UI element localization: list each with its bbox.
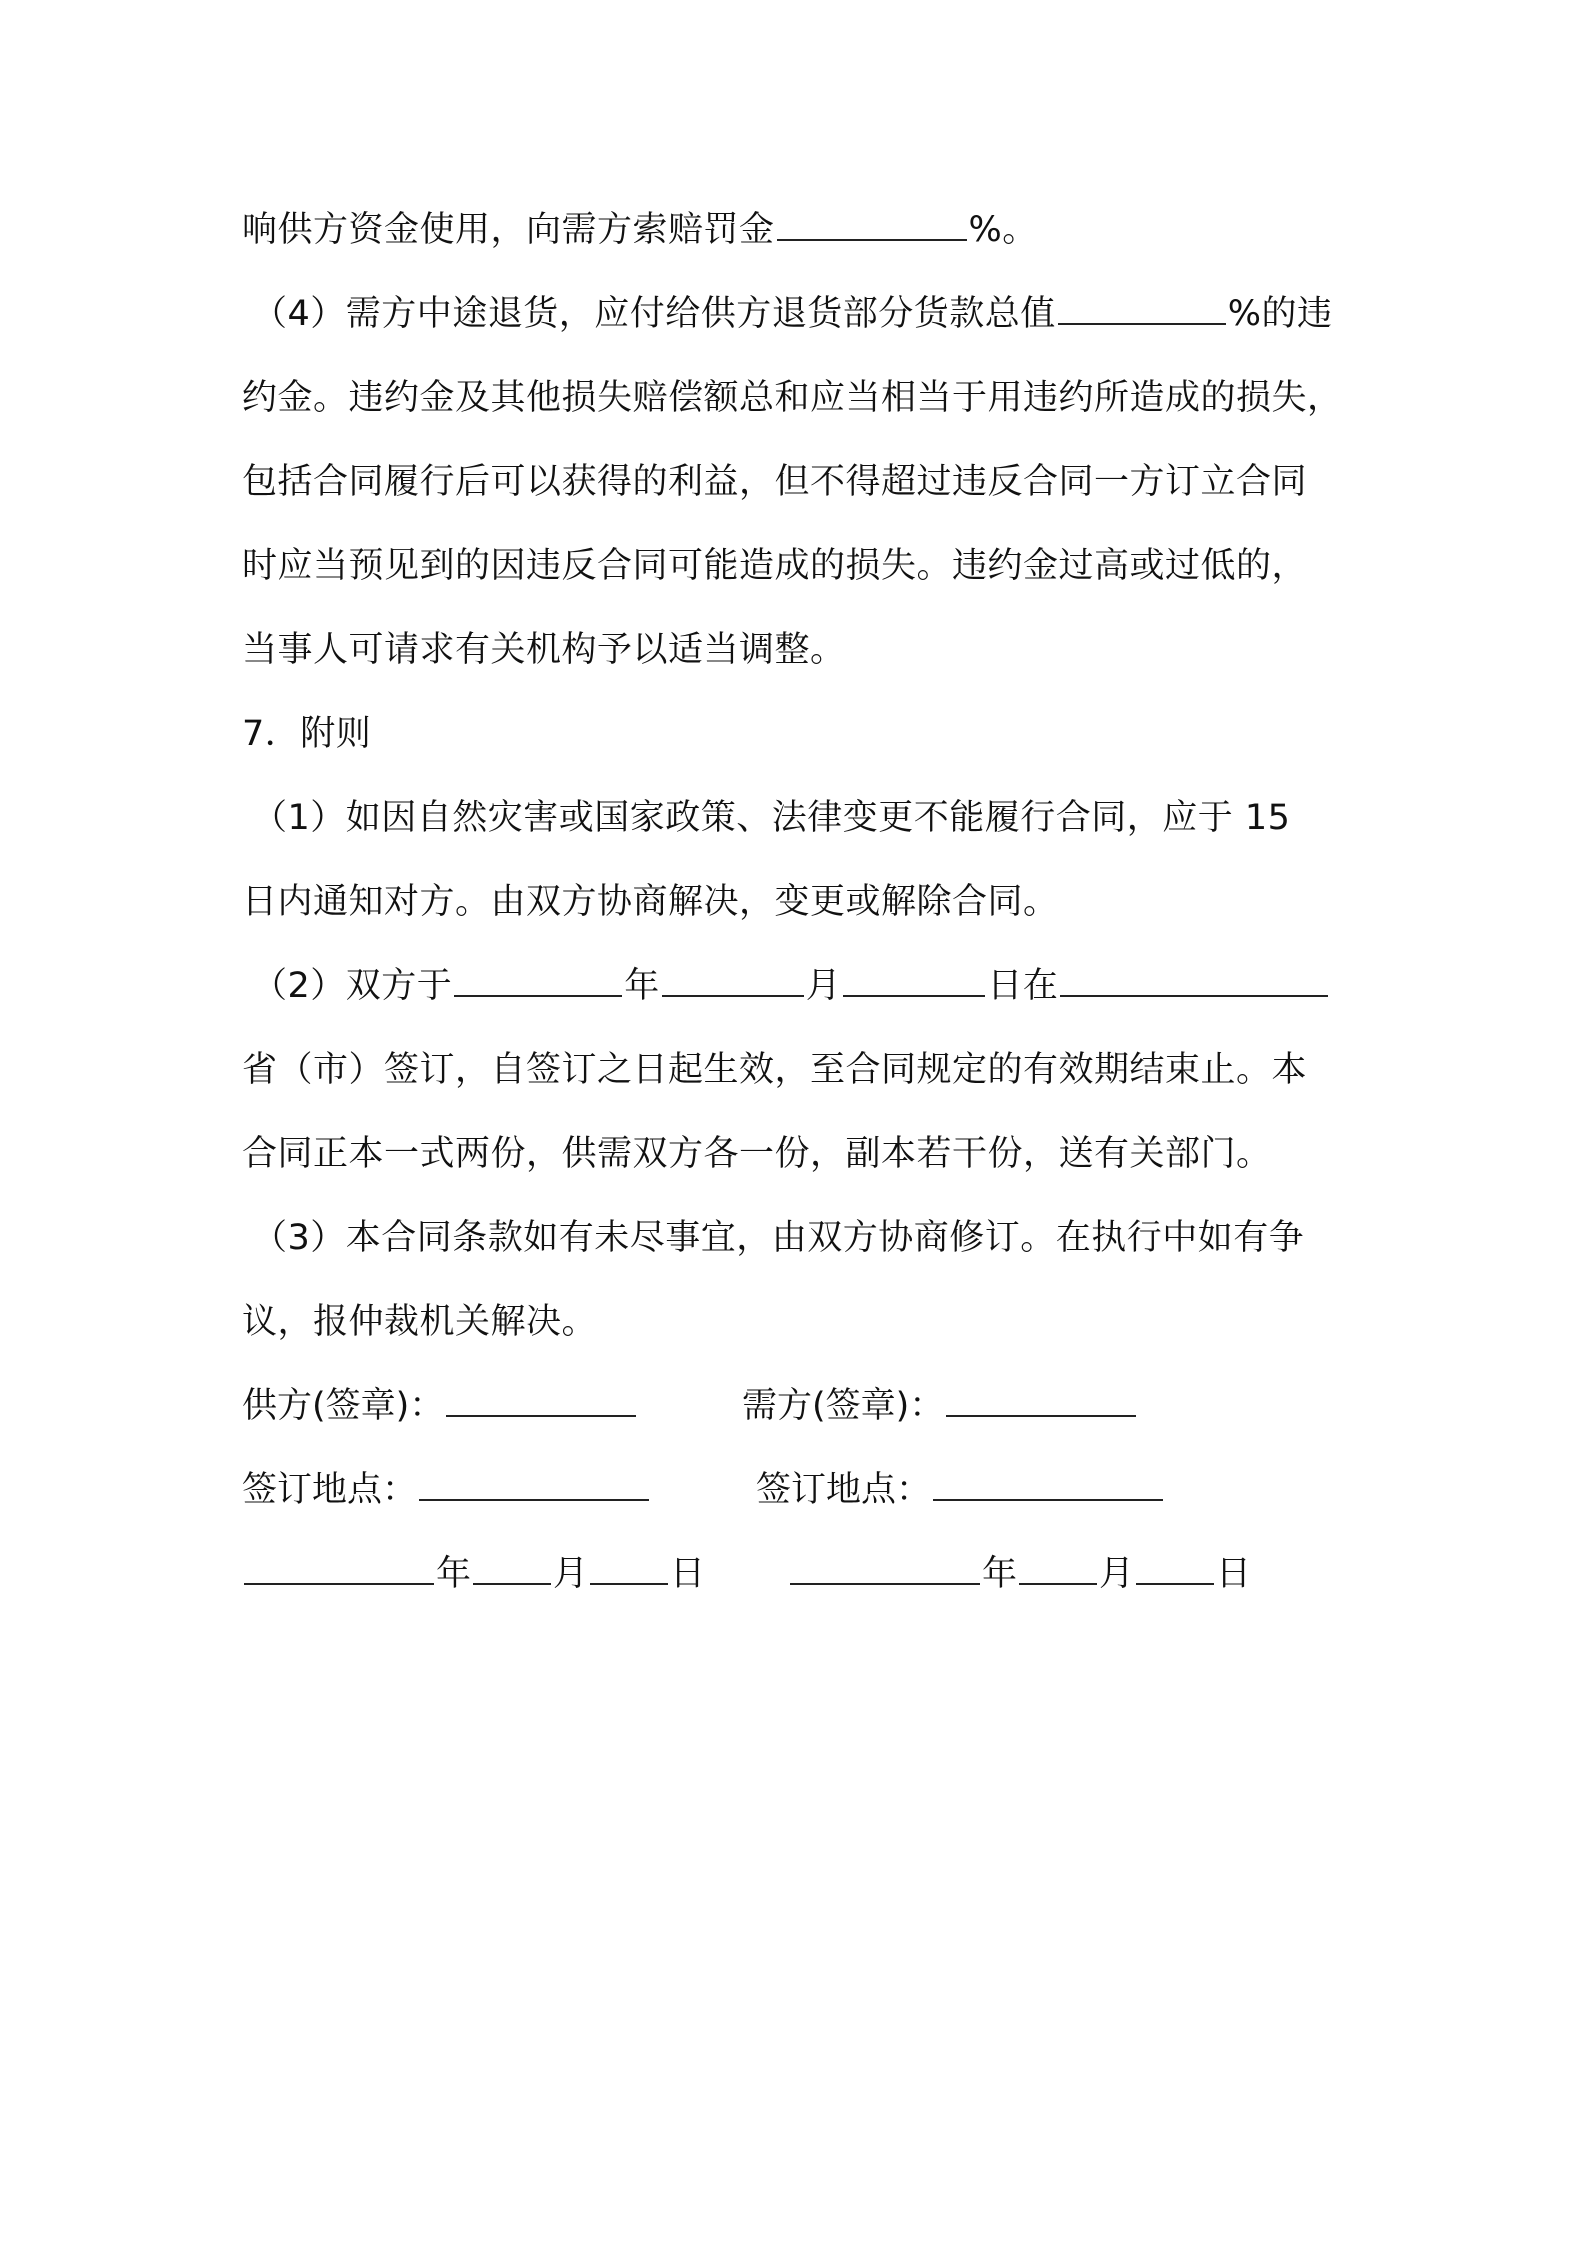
- month-label: 月: [805, 966, 842, 1006]
- day-label: 日: [670, 1554, 706, 1594]
- clause-4-line: [252, 290, 1333, 338]
- supplier-signature: [242, 1382, 638, 1430]
- supplier-year-blank[interactable]: [244, 1553, 434, 1585]
- year-label: 年: [982, 1554, 1018, 1594]
- buyer-signature: [742, 1382, 1138, 1430]
- paragraph-line: （1）如因自然灾害或国家政策、法律变更不能履行合同，应于 15: [252, 798, 1291, 838]
- buyer-date: [788, 1550, 1251, 1598]
- day-blank[interactable]: [843, 965, 985, 997]
- clause-penalty-line: [242, 206, 1038, 254]
- clause-4-suffix: %的违: [1227, 294, 1333, 334]
- year-label: 年: [436, 1554, 472, 1594]
- place-label: 签订地点：: [242, 1470, 418, 1510]
- year-label: 年: [624, 966, 660, 1006]
- supplier-label: 供方(签章)：: [242, 1386, 445, 1426]
- paragraph-line: 合同正本一式两份，供需双方各一份，副本若干份，送有关部门。: [242, 1134, 1272, 1174]
- paragraph-line: 当事人可请求有关机构予以适当调整。: [242, 630, 846, 670]
- paragraph-line: 日内通知对方。由双方协商解决，变更或解除合同。: [242, 882, 1059, 922]
- day-label: 日: [1216, 1554, 1252, 1594]
- refund-percent-blank[interactable]: [1058, 293, 1226, 325]
- buyer-signature-blank[interactable]: [946, 1385, 1136, 1417]
- place-label: 签订地点：: [756, 1470, 932, 1510]
- paragraph-line: 省（市）签订，自签订之日起生效，至合同规定的有效期结束止。本: [242, 1050, 1308, 1090]
- buyer-day-blank[interactable]: [1136, 1553, 1214, 1585]
- supplier-signature-blank[interactable]: [446, 1385, 636, 1417]
- section-heading: 7．附则: [242, 714, 372, 754]
- buyer-label: 需方(签章)：: [742, 1386, 945, 1426]
- month-label: 月: [553, 1554, 589, 1594]
- location-blank[interactable]: [1060, 965, 1328, 997]
- signing-prefix: （2）双方于: [252, 966, 453, 1006]
- paragraph-line: 时应当预见到的因违反合同可能造成的损失。违约金过高或过低的，: [242, 546, 1308, 586]
- buyer-place-blank[interactable]: [933, 1469, 1163, 1501]
- buyer-year-blank[interactable]: [790, 1553, 980, 1585]
- year-blank[interactable]: [454, 965, 622, 997]
- paragraph-line: 约金。违约金及其他损失赔偿额总和应当相当于用违约所造成的损失，: [242, 378, 1343, 418]
- supplier-date: [242, 1550, 705, 1598]
- day-location-label: 日在: [987, 966, 1059, 1006]
- clause-suffix: %。: [968, 210, 1038, 250]
- paragraph-line: 包括合同履行后可以获得的利益，但不得超过违反合同一方订立合同: [242, 462, 1308, 502]
- supplier-day-blank[interactable]: [590, 1553, 668, 1585]
- signing-date-line: [252, 962, 1330, 1010]
- month-blank[interactable]: [662, 965, 804, 997]
- percent-blank[interactable]: [777, 209, 967, 241]
- supplier-month-blank[interactable]: [473, 1553, 551, 1585]
- buyer-place: [756, 1466, 1165, 1514]
- supplier-place-blank[interactable]: [419, 1469, 649, 1501]
- paragraph-line: 议，报仲裁机关解决。: [242, 1302, 598, 1342]
- supplier-place: [242, 1466, 651, 1514]
- clause-4-text: （4）需方中途退货，应付给供方退货部分货款总值: [252, 294, 1056, 334]
- clause-text: 响供方资金使用，向需方索赔罚金: [242, 210, 775, 250]
- paragraph-line: （3）本合同条款如有未尽事宜，由双方协商修订。在执行中如有争: [252, 1218, 1305, 1258]
- buyer-month-blank[interactable]: [1019, 1553, 1097, 1585]
- month-label: 月: [1099, 1554, 1135, 1594]
